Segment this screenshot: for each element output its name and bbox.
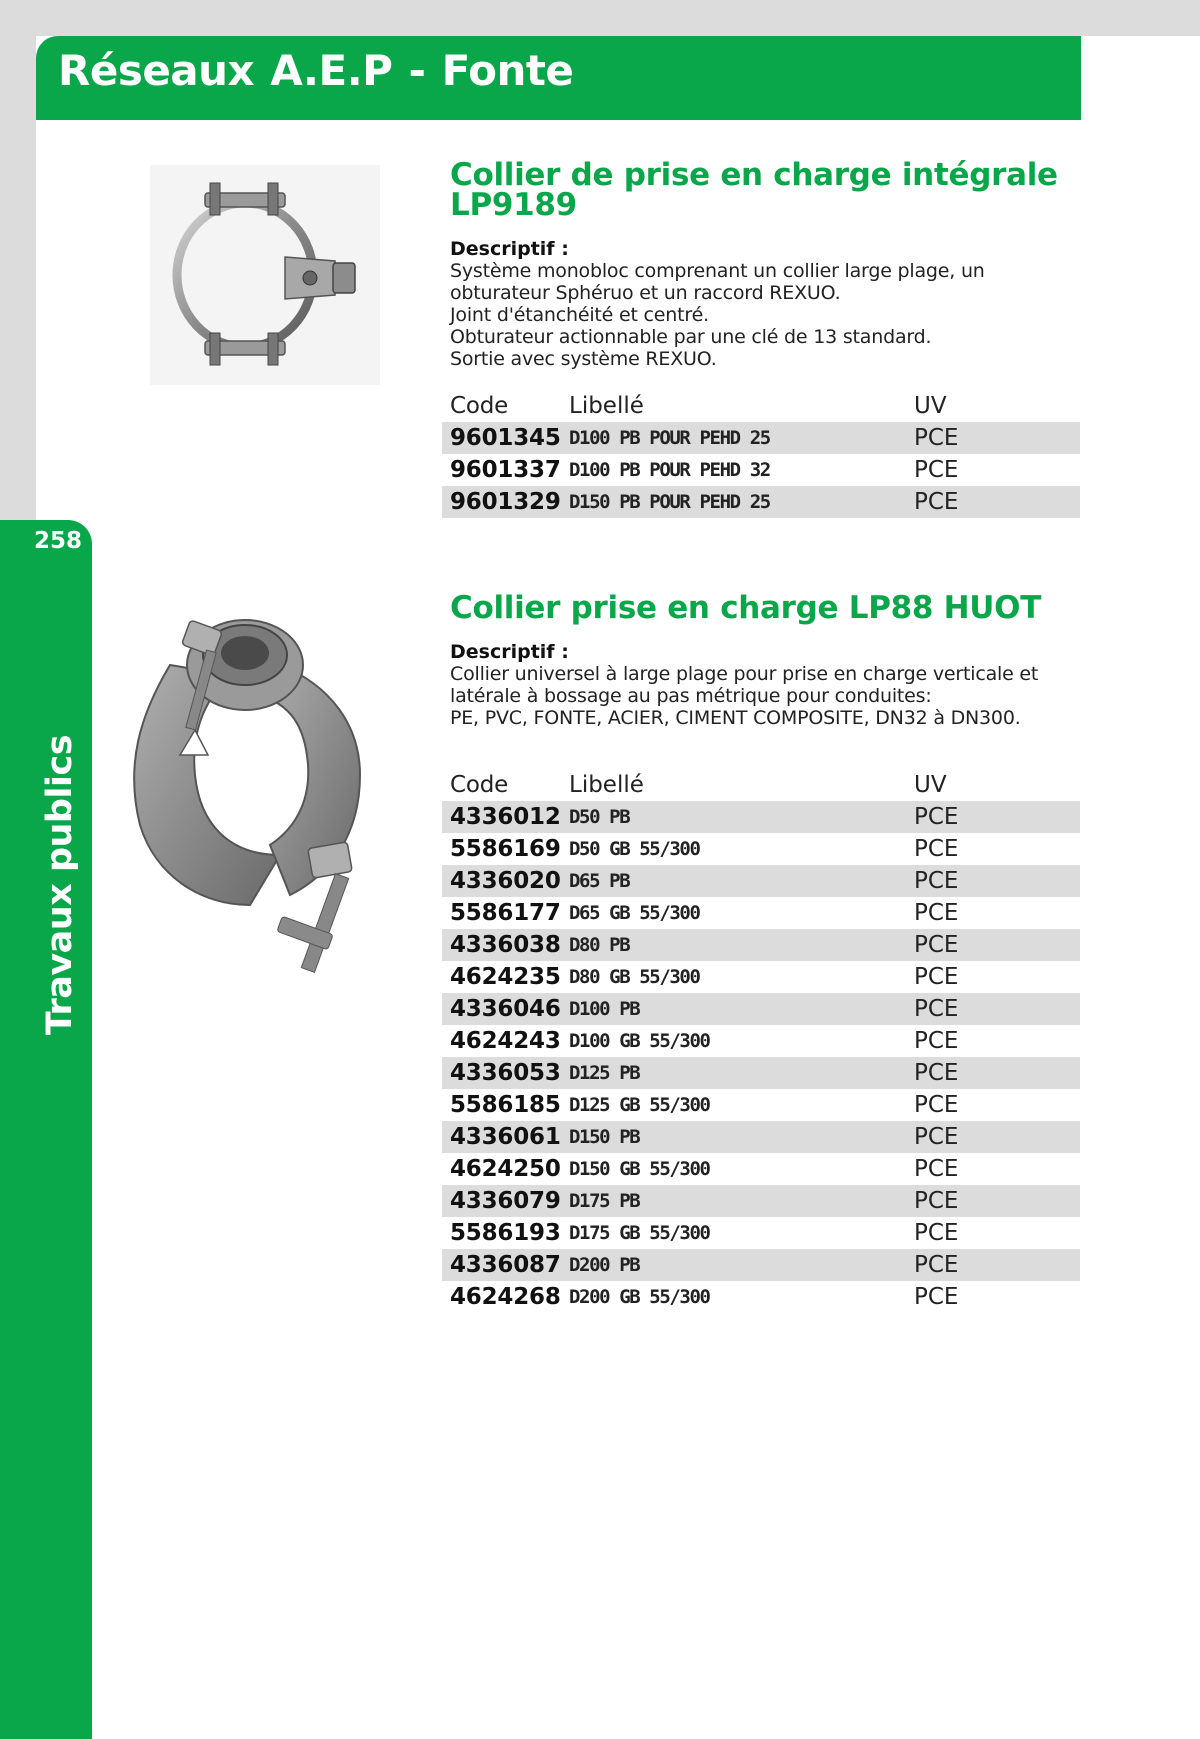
cell-code: 4336038 (450, 932, 561, 958)
table-row (442, 1153, 1080, 1185)
cell-code: 4624243 (450, 1028, 561, 1054)
cell-libelle: D80 GB 55/300 (569, 966, 700, 988)
cell-code: 9601337 (450, 457, 561, 483)
cell-libelle: D65 PB (569, 870, 630, 892)
cell-uv: PCE (914, 1092, 959, 1118)
table-row (442, 1249, 1080, 1281)
cell-code: 5586177 (450, 900, 561, 926)
description-line: Sortie avec système REXUO. (450, 348, 717, 370)
cell-code: 4336046 (450, 996, 561, 1022)
column-header-code: Code (450, 393, 509, 419)
table-row (442, 1217, 1080, 1249)
cell-libelle: D150 PB (569, 1126, 640, 1148)
column-header-code: Code (450, 772, 509, 798)
table-row (442, 865, 1080, 897)
cell-uv: PCE (914, 1220, 959, 1246)
description-line: Système monobloc comprenant un collier large plage, un (450, 260, 985, 282)
table-row (442, 486, 1080, 518)
cell-uv: PCE (914, 425, 959, 451)
description-line: latérale à bossage au pas métrique pour conduites: (450, 685, 932, 707)
cell-code: 5586193 (450, 1220, 561, 1246)
cell-code: 4336012 (450, 804, 561, 830)
right-margin (1081, 0, 1200, 36)
table-row (442, 929, 1080, 961)
cell-libelle: D125 GB 55/300 (569, 1094, 710, 1116)
side-category-label: Travaux publics (40, 734, 80, 1036)
cell-uv: PCE (914, 900, 959, 926)
cell-libelle: D175 PB (569, 1190, 640, 1212)
cell-code: 4624268 (450, 1284, 561, 1310)
cell-code: 4624250 (450, 1156, 561, 1182)
cell-libelle: D100 GB 55/300 (569, 1030, 710, 1052)
description-line: Joint d'étanchéité et centré. (450, 304, 709, 326)
cell-uv: PCE (914, 1124, 959, 1150)
section-title (450, 590, 1082, 626)
cell-libelle: D175 GB 55/300 (569, 1222, 710, 1244)
cell-uv: PCE (914, 457, 959, 483)
table-row (442, 1057, 1080, 1089)
cell-uv: PCE (914, 996, 959, 1022)
cell-uv: PCE (914, 489, 959, 515)
cell-libelle: D100 PB (569, 998, 640, 1020)
table-row (442, 833, 1080, 865)
table-row (442, 801, 1080, 833)
cell-libelle: D80 PB (569, 934, 630, 956)
cell-code: 4336087 (450, 1252, 561, 1278)
table-row (442, 961, 1080, 993)
cell-code: 5586169 (450, 836, 561, 862)
cell-code: 4336061 (450, 1124, 561, 1150)
product-table (442, 390, 1080, 518)
cell-code: 5586185 (450, 1092, 561, 1118)
cell-libelle: D100 PB POUR PEHD 25 (569, 427, 770, 449)
table-row (442, 993, 1080, 1025)
cell-libelle: D200 PB (569, 1254, 640, 1276)
cell-libelle: D100 PB POUR PEHD 32 (569, 459, 770, 481)
side-strip (0, 520, 92, 1739)
product-image-lp9189 (150, 165, 380, 385)
table-row (442, 1281, 1080, 1313)
product-image-lp88 (130, 605, 380, 1005)
cell-uv: PCE (914, 1284, 959, 1310)
product-section-lp9189 (442, 157, 1082, 518)
cell-uv: PCE (914, 836, 959, 862)
table-row (442, 454, 1080, 486)
description-line: PE, PVC, FONTE, ACIER, CIMENT COMPOSITE, DN32 à DN300. (450, 707, 1021, 729)
cell-libelle: D50 PB (569, 806, 630, 828)
section-title-line: Collier de prise en charge intégrale (450, 157, 1058, 193)
cell-code: 9601345 (450, 425, 561, 451)
cell-uv: PCE (914, 1252, 959, 1278)
table-header (442, 769, 1080, 801)
cell-libelle: D50 GB 55/300 (569, 838, 700, 860)
cell-libelle: D150 GB 55/300 (569, 1158, 710, 1180)
cell-code: 4336020 (450, 868, 561, 894)
section-title (450, 157, 1082, 223)
table-row (442, 422, 1080, 454)
section-title-line: Collier prise en charge LP88 HUOT (450, 590, 1042, 626)
cell-code: 9601329 (450, 489, 561, 515)
description-line: Obturateur actionnable par une clé de 13 standard. (450, 326, 932, 348)
page-number: 258 (34, 528, 83, 554)
cell-uv: PCE (914, 1156, 959, 1182)
table-row (442, 1089, 1080, 1121)
column-header-uv: UV (914, 772, 947, 798)
cell-uv: PCE (914, 1028, 959, 1054)
cell-libelle: D200 GB 55/300 (569, 1286, 710, 1308)
description-line: Collier universel à large plage pour prise en charge verticale et (450, 663, 1039, 685)
cell-uv: PCE (914, 964, 959, 990)
description-heading: Descriptif : (450, 238, 569, 260)
cell-code: 4336053 (450, 1060, 561, 1086)
description-line: obturateur Sphéruo et un raccord REXUO. (450, 282, 841, 304)
section-title-line: LP9189 (450, 187, 577, 223)
cell-code: 4336079 (450, 1188, 561, 1214)
product-table (442, 769, 1080, 1313)
cell-libelle: D65 GB 55/300 (569, 902, 700, 924)
column-header-libelle: Libellé (569, 393, 644, 419)
cell-uv: PCE (914, 1060, 959, 1086)
cell-uv: PCE (914, 804, 959, 830)
table-row (442, 1121, 1080, 1153)
page-title: Réseaux A.E.P - Fonte (58, 46, 574, 95)
column-header-uv: UV (914, 393, 947, 419)
table-row (442, 1025, 1080, 1057)
product-section-lp88 (442, 590, 1082, 1313)
column-header-libelle: Libellé (569, 772, 644, 798)
table-row (442, 1185, 1080, 1217)
table-row (442, 897, 1080, 929)
cell-uv: PCE (914, 1188, 959, 1214)
cell-libelle: D150 PB POUR PEHD 25 (569, 491, 770, 513)
cell-libelle: D125 PB (569, 1062, 640, 1084)
left-margin (0, 0, 36, 520)
top-margin (0, 0, 1200, 36)
cell-uv: PCE (914, 868, 959, 894)
description-heading: Descriptif : (450, 641, 569, 663)
table-header (442, 390, 1080, 422)
cell-uv: PCE (914, 932, 959, 958)
cell-code: 4624235 (450, 964, 561, 990)
